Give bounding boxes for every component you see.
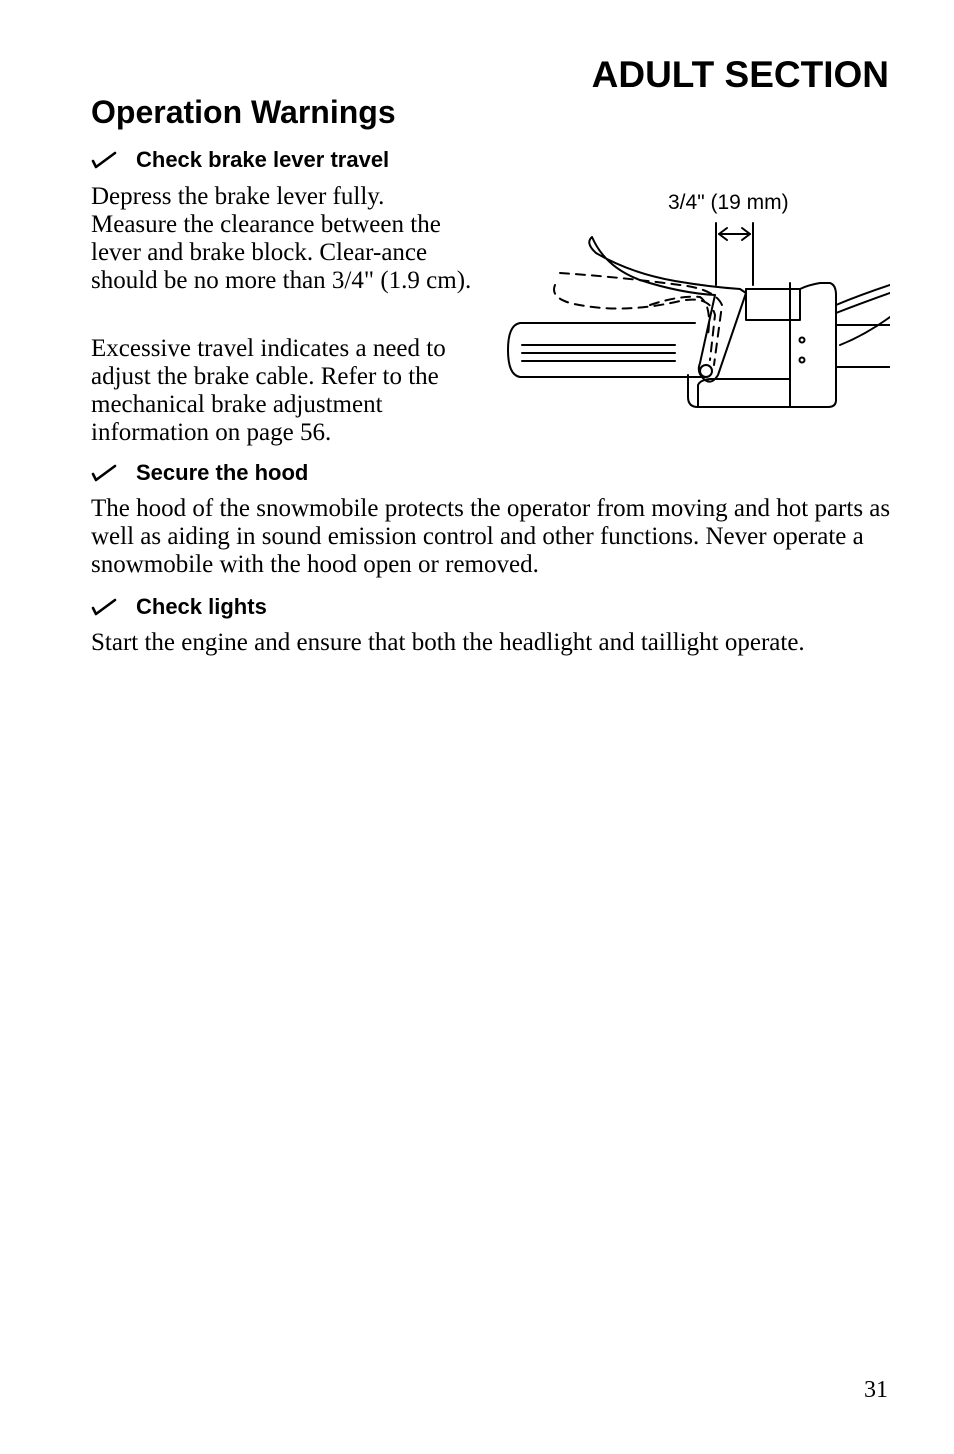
check-heading-text: Check lights bbox=[136, 594, 267, 619]
brake-lever-paragraph-1: Depress the brake lever fully. Measure the clearance between the lever and brake block. Clear-ance should be no more than 3/4" (1.9 cm). bbox=[91, 183, 472, 294]
checkmark-icon bbox=[91, 597, 117, 617]
check-heading-text: Check brake lever travel bbox=[136, 147, 390, 172]
check-heading-hood bbox=[91, 459, 308, 487]
hood-paragraph: The hood of the snowmobile protects the operator from moving and hot parts as well as aiding in sound emission control and other functions. Never operate a snowmobile with the hood open or removed. bbox=[91, 495, 891, 578]
checkmark-icon bbox=[91, 463, 117, 483]
lights-paragraph: Start the engine and ensure that both the headlight and taillight operate. bbox=[91, 629, 805, 656]
brake-lever-paragraph-2: Excessive travel indicates a need to adjust the brake cable. Refer to the mechanical brake adjustment information on page 56. bbox=[91, 335, 446, 446]
brake-lever-illustration-icon bbox=[500, 185, 890, 415]
check-heading-lights bbox=[91, 593, 267, 621]
checkmark-icon bbox=[91, 150, 117, 170]
check-heading-text: Secure the hood bbox=[136, 460, 309, 485]
section-title: ADULT SECTION bbox=[591, 54, 889, 95]
brake-lever-figure bbox=[500, 185, 890, 415]
check-heading-brake-lever bbox=[91, 146, 389, 174]
page-number: 31 bbox=[864, 1377, 888, 1403]
clearance-label: 3/4" (19 mm) bbox=[668, 191, 789, 214]
page-title: Operation Warnings bbox=[91, 94, 396, 130]
